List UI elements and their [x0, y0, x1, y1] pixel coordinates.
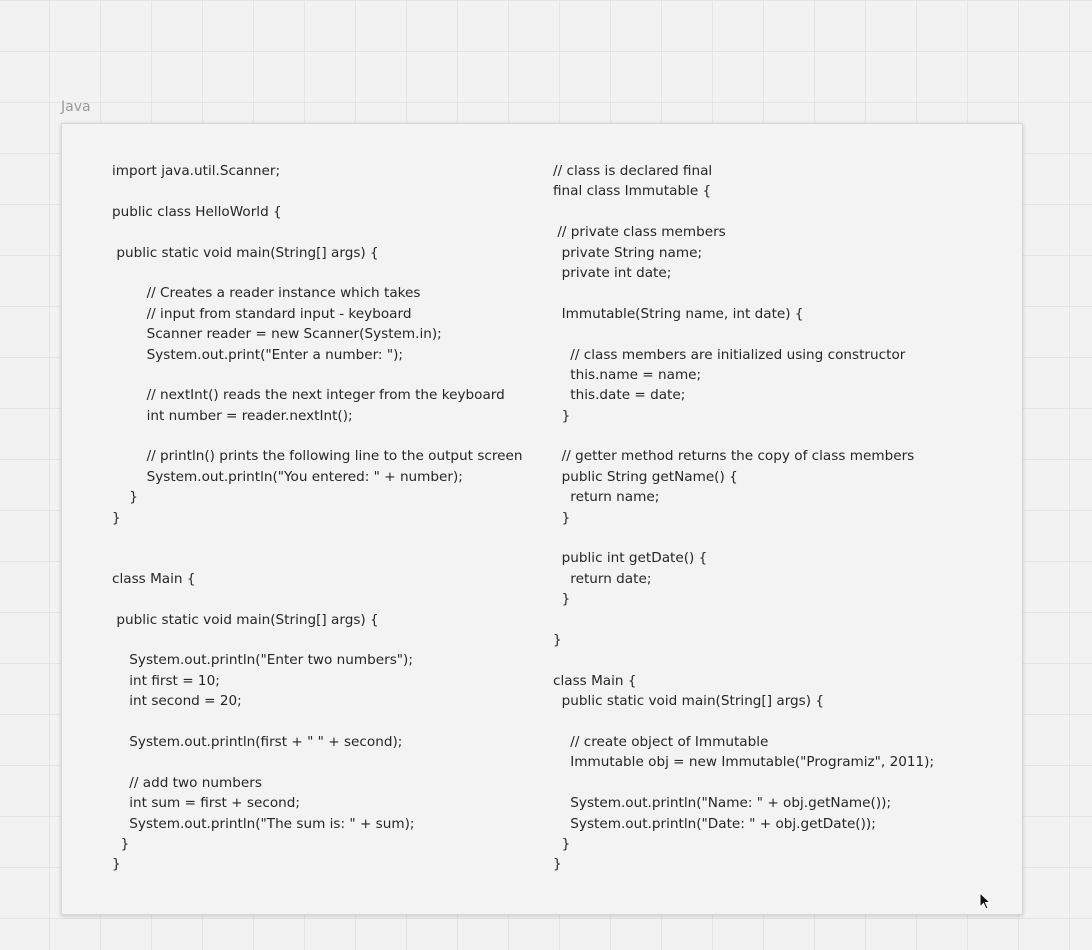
code-line: public static void main(String[] args) { — [112, 244, 379, 261]
code-line — [112, 365, 523, 385]
code-line — [553, 712, 934, 732]
code-line: } — [112, 835, 130, 852]
code-line: int number = reader.nextInt(); — [112, 407, 353, 424]
code-line — [112, 589, 523, 609]
code-line: // class is declared final — [553, 163, 713, 179]
code-line: } — [553, 407, 571, 424]
code-column-left[interactable] — [112, 161, 523, 875]
code-line: // class members are initialized using constructor — [553, 346, 906, 363]
code-line — [112, 528, 523, 548]
code-line: System.out.println("You entered: " + number); — [112, 468, 463, 485]
code-line: System.out.println(first + " " + second); — [112, 733, 403, 750]
code-line: public int getDate() { — [553, 550, 708, 567]
code-line: public class HelloWorld { — [112, 203, 282, 220]
code-line: System.out.println("Enter two numbers"); — [112, 652, 413, 669]
code-line: } — [112, 489, 138, 506]
code-line: System.out.println("The sum is: " + sum); — [112, 815, 415, 832]
code-line: // Creates a reader instance which takes — [112, 285, 421, 302]
code-line: final class Immutable { — [553, 183, 712, 200]
code-line: // private class members — [553, 224, 726, 241]
code-line — [112, 548, 523, 568]
code-line: } — [553, 835, 571, 852]
code-line — [112, 426, 523, 446]
code-line: Scanner reader = new Scanner(System.in); — [112, 326, 442, 343]
code-line: // add two numbers — [112, 774, 262, 791]
code-line: this.date = date; — [553, 387, 686, 404]
code-line: System.out.println("Date: " + obj.getDate()); — [553, 815, 876, 832]
code-line: import java.util.Scanner; — [112, 163, 281, 179]
code-line — [553, 773, 934, 793]
code-line: Immutable(String name, int date) { — [553, 305, 804, 322]
code-line: public static void main(String[] args) { — [112, 611, 379, 628]
code-line: class Main { — [112, 570, 196, 587]
code-line: return date; — [553, 570, 652, 587]
code-column-right[interactable] — [553, 161, 934, 875]
code-line: // nextInt() reads the next integer from the keyboard — [112, 387, 505, 404]
code-line: } — [112, 856, 121, 873]
code-line — [112, 712, 523, 732]
code-line: } — [553, 591, 571, 608]
code-line: // println() prints the following line to the output screen — [112, 448, 523, 465]
code-line: } — [553, 856, 562, 873]
code-line: System.out.print("Enter a number: "); — [112, 346, 403, 363]
code-line: class Main { — [553, 672, 637, 689]
code-line: this.name = name; — [553, 366, 702, 383]
code-line: return name; — [553, 489, 660, 506]
code-line: } — [112, 509, 121, 526]
code-line — [112, 752, 523, 772]
code-line: public String getName() { — [553, 468, 738, 485]
code-line: // create object of Immutable — [553, 733, 769, 750]
code-line — [553, 610, 934, 630]
code-line — [553, 324, 934, 344]
code-line: public static void main(String[] args) { — [553, 693, 825, 710]
code-line: int sum = first + second; — [112, 795, 300, 812]
code-line: private String name; — [553, 244, 703, 261]
code-line — [553, 650, 934, 670]
code-line: // input from standard input - keyboard — [112, 305, 412, 322]
code-line — [112, 181, 523, 201]
mouse-pointer-icon — [979, 892, 991, 910]
code-line — [553, 283, 934, 303]
code-line — [553, 426, 934, 446]
code-line: } — [553, 631, 562, 648]
code-line: System.out.println("Name: " + obj.getName()); — [553, 795, 892, 812]
code-line — [553, 202, 934, 222]
code-line: private int date; — [553, 264, 672, 281]
code-line: // getter method returns the copy of class members — [553, 448, 915, 465]
code-line — [112, 222, 523, 242]
code-line — [553, 528, 934, 548]
code-line — [112, 630, 523, 650]
code-line: int first = 10; — [112, 672, 220, 689]
code-line — [112, 263, 523, 283]
code-line: } — [553, 509, 571, 526]
code-frame[interactable] — [61, 123, 1023, 915]
code-line: Immutable obj = new Immutable("Programiz", 2011); — [553, 754, 935, 771]
frame-title[interactable]: Java — [61, 99, 91, 115]
code-line: int second = 20; — [112, 693, 242, 710]
